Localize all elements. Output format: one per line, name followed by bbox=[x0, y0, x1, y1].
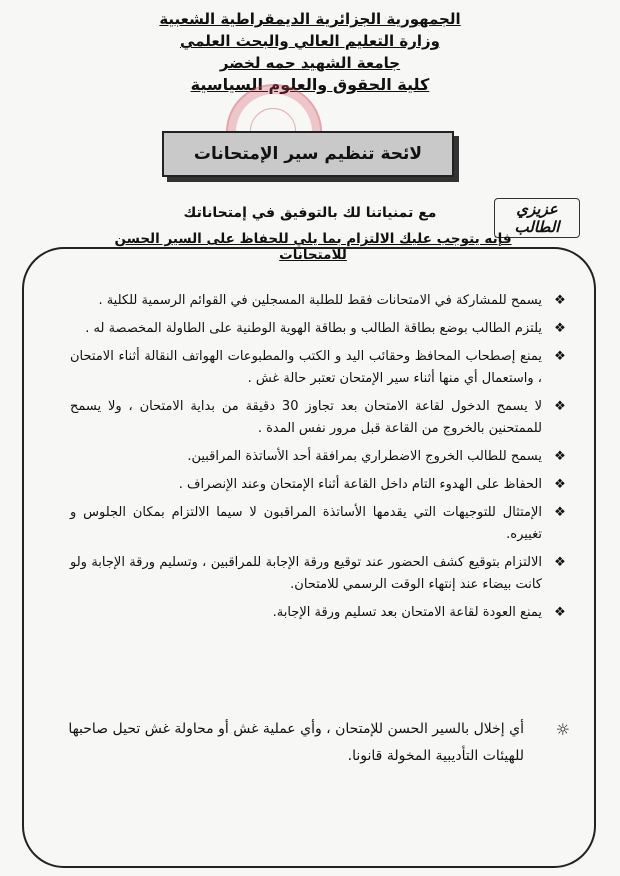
faculty-title: كلية الحقوق والعلوم السياسية bbox=[190, 75, 430, 94]
rule-item: ❖ يسمح للطالب الخروج الاضطراري بمرافقة أحد الأساتذة المراقبين. bbox=[70, 446, 570, 468]
intro-statement: فإنه يتوجب عليك الالتزام بما يلي للحفاظ على السير الحسن للامتحانات bbox=[114, 231, 512, 263]
diamond-bullet-icon: ❖ bbox=[554, 605, 566, 620]
rules-list bbox=[70, 290, 570, 630]
university-title: جامعة الشهيد حمه لخضر bbox=[219, 54, 401, 72]
republic-title: الجمهورية الجزائرية الديمقراطية الشعبية bbox=[159, 10, 461, 28]
rule-item: ❖ الالتزام بتوقيع كشف الحضور عند توقيع ورقة الإجابة للمراقبين ، وتسليم ورقة الإجابة ولو كانت بيضاء عند إنتهاء الوقت الرسمي للامتحان. bbox=[70, 552, 570, 596]
ministry-title: وزارة التعليم العالي والبحث العلمي bbox=[179, 32, 441, 50]
diamond-bullet-icon: ❖ bbox=[554, 349, 566, 364]
document-title: لائحة تنظيم سير الإمتحانات bbox=[162, 131, 454, 177]
diamond-bullet-icon: ❖ bbox=[554, 555, 566, 570]
diamond-bullet-icon: ❖ bbox=[554, 477, 566, 492]
rule-item: ❖ يسمح للمشاركة في الامتحانات فقط للطلبة المسجلين في القوائم الرسمية للكلية . bbox=[70, 290, 570, 312]
institution-header bbox=[120, 8, 500, 96]
diamond-bullet-icon: ❖ bbox=[554, 505, 566, 520]
final-warning-text: أي إخلال بالسير الحسن للإمتحان ، وأي عملية غش أو محاولة غش تحيل صاحبها للهيئات التأديبية المخولة قانونا. bbox=[68, 721, 524, 764]
rule-item: ❖ يلتزم الطالب بوضع بطاقة الطالب و بطاقة الهوية الوطنية على الطاولة المخصصة له . bbox=[70, 318, 570, 340]
diamond-bullet-icon: ❖ bbox=[554, 449, 566, 464]
rule-item: ❖ الحفاظ على الهدوء التام داخل القاعة أثناء الإمتحان وعند الإنصراف . bbox=[70, 474, 570, 496]
final-warning bbox=[60, 716, 580, 770]
good-luck-wish: مع تمنياتنا لك بالتوفيق في إمتحاناتك bbox=[183, 205, 437, 221]
rule-item: ❖ يمنع إصطحاب المحافظ وحقائب اليد و الكتب والمطبوعات الهواتف النقالة أثناء الامتحان ، واستعمال أي منها أثناء سير الإمتحان تعتبر حالة غش . bbox=[70, 346, 570, 390]
rule-item: ❖ لا يسمح الدخول لقاعة الامتحان بعد تجاوز 30 دقيقة من بداية الامتحان ، ولا يسمح للممتحنين بالخروج من القاعة قبل مرور نفس المدة . bbox=[70, 396, 570, 440]
diamond-bullet-icon: ❖ bbox=[554, 293, 566, 308]
diamond-bullet-icon: ❖ bbox=[554, 321, 566, 336]
dear-student-label: عزيزي الطالب bbox=[494, 198, 580, 238]
sun-star-icon: ☼ bbox=[555, 720, 570, 739]
rule-item: ❖ يمنع العودة لقاعة الامتحان بعد تسليم ورقة الإجابة. bbox=[70, 602, 570, 624]
diamond-bullet-icon: ❖ bbox=[554, 399, 566, 414]
rule-item: ❖ الإمتثال للتوجيهات التي يقدمها الأساتذة المراقبون لا سيما الالتزام بمكان الجلوس و تغييره. bbox=[70, 502, 570, 546]
